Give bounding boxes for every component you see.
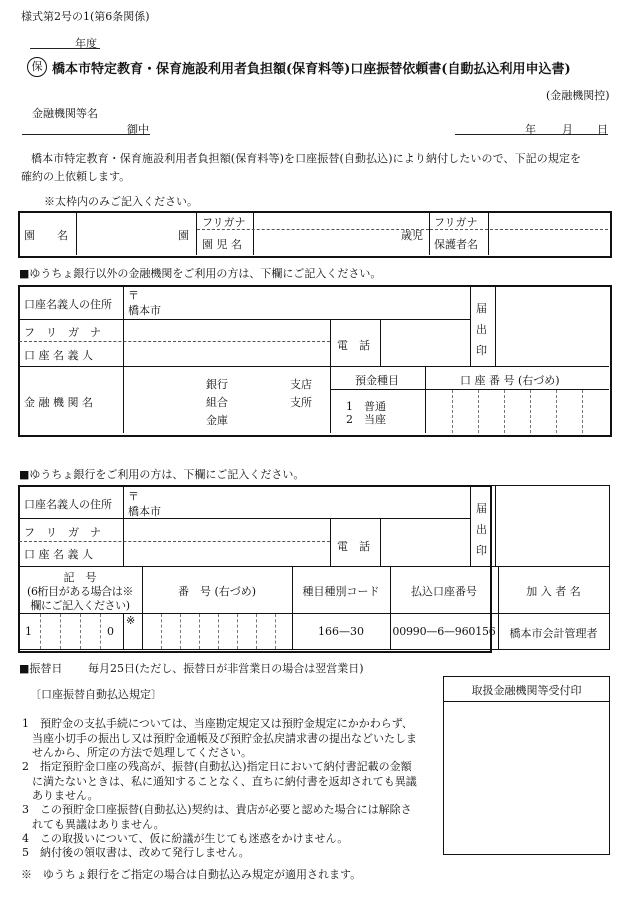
rule-line: せんから、所定の方法で処理してください。 (32, 746, 252, 759)
section-other-heading: ■ゆうちょ銀行以外の金融機関をご利用の方は、下欄にご記入ください。 (19, 267, 382, 280)
page-title: 橋本市特定教育・保育施設利用者負担額(保育料等)口座振替依頼書(自動払込利用申込書) (52, 62, 571, 77)
other-seal-area[interactable] (498, 288, 606, 364)
account-number-label: 口 座 番 号 (右づめ) (460, 374, 560, 387)
yucho-seal-area[interactable] (498, 488, 606, 564)
transfer-day-text: 毎月25日(ただし、振替日が非営業日の場合は翌営業日) (88, 662, 364, 675)
symbol-last-digit: 0 (107, 625, 114, 638)
rules-footer: ※ ゆうちょ銀行をご指定の場合は自動払込み規定が適用されます。 (21, 868, 362, 881)
branch-type-office: 支所 (290, 396, 312, 409)
other-furigana-label: フ リ ガ ナ (24, 326, 101, 339)
other-phone-label: 電 話 (337, 339, 370, 352)
date-month: 月 (562, 123, 573, 136)
rule-line: 5 納付後の領収書は、改めて発行しません。 (22, 846, 250, 859)
other-city: 橋本市 (128, 304, 161, 317)
yucho-address-label: 口座名義人の住所 (24, 498, 112, 511)
yucho-holder-input[interactable] (125, 520, 328, 564)
bank-branch-input[interactable] (125, 368, 328, 431)
yucho-phone-input[interactable] (382, 520, 468, 564)
yucho-seal-label: 届出印 (476, 502, 487, 557)
other-seal-label: 届出印 (476, 302, 487, 357)
number-label: 番 号 (右づめ) (177, 585, 257, 598)
symbol-label: 記 号 (63, 571, 97, 584)
symbol-note-2: 欄にご記入ください) (30, 599, 130, 612)
fill-note: ※太枠内のみご記入ください。 (44, 195, 198, 208)
rule-line: 当座小切手の振出し又は預貯金通帳及び預貯金払戻請求書の提出などいたしま (32, 732, 417, 745)
rule-line: 3 この預貯金口座振替(自動払込)契約は、貴店が必要と認めた場合には解除さ (22, 803, 412, 816)
onchu-label: 御中 (127, 123, 149, 136)
bank-type-bank: 銀行 (206, 378, 228, 391)
yucho-postal-mark: 〒 (128, 490, 139, 503)
other-address-input[interactable] (150, 288, 466, 317)
school-name-label: 園 名 (24, 229, 68, 242)
branch-type-branch: 支店 (290, 378, 312, 391)
bank-name-label: 金融機関等名 (32, 107, 98, 120)
guardian-furigana-label: フリガナ (434, 216, 478, 229)
child-furigana-label: フリガナ (202, 216, 246, 229)
deposit-type-label: 預金種目 (355, 374, 399, 387)
date-year: 年 (525, 123, 536, 136)
rule-line: に満たないときは、私に通知することなく、直ちに納付書を返却されても異議 (32, 775, 417, 788)
bank-type-union: 組合 (206, 396, 228, 409)
yucho-phone-label: 電 話 (337, 540, 370, 553)
seal-circle: 保 (27, 57, 47, 77)
rule-line: 2 指定預貯金口座の残高が、振替(自動払込)指定日において納付書記載の金額 (22, 760, 412, 773)
section-yucho-heading: ■ゆうちょ銀行をご利用の方は、下欄にご記入ください。 (19, 468, 305, 481)
rule-line: 4 この取扱いについて、仮に紛議が生じても迷惑をかけません。 (22, 832, 349, 845)
child-name-label: 園 児 名 (202, 238, 242, 251)
sixth-digit-asterisk: ※ (126, 614, 136, 627)
age-label: 歳児 (401, 229, 423, 242)
transfer-account-value: 00990—6—960156 (392, 625, 496, 638)
other-address-label: 口座名義人の住所 (24, 298, 112, 311)
yucho-city: 橋本市 (128, 505, 161, 518)
rules-title: 〔口座振替自動払込規定〕 (30, 688, 162, 701)
guardian-name-label: 保護者名 (434, 238, 478, 251)
rule-line: 1 預貯金の支払手続については、当座勘定規定又は預貯金規定にかかわらず、 (22, 717, 413, 730)
deposit-type-ordinary[interactable]: 1 普通 (346, 400, 386, 413)
intro-line-1: 橋本市特定教育・保育施設利用者負担額(保育料等)を口座振替(自動払込)により納付したいので、下記の規定を (31, 152, 582, 165)
symbol-input[interactable] (42, 615, 98, 647)
other-holder-label: 口 座 名 義 人 (24, 349, 93, 362)
yucho-holder-label: 口 座 名 義 人 (24, 548, 93, 561)
yucho-address-input[interactable] (150, 488, 466, 516)
number-input[interactable] (144, 615, 290, 647)
account-number-input[interactable] (427, 391, 607, 431)
other-phone-input[interactable] (382, 321, 468, 364)
date-day: 日 (597, 123, 608, 136)
reception-stamp-area[interactable] (446, 704, 606, 851)
type-code-value: 166—30 (318, 625, 364, 638)
symbol-note-1: (6桁目がある場合は※ (27, 585, 133, 598)
rule-line: れても異議はありません。 (32, 818, 165, 831)
transfer-account-label: 払込口座番号 (411, 585, 477, 598)
other-postal-mark: 〒 (128, 289, 139, 302)
member-name-label: 加 入 者 名 (526, 585, 581, 598)
bank-type-vault: 金庫 (206, 414, 228, 427)
bank-name-field-label: 金 融 機 関 名 (24, 396, 93, 409)
transfer-day-label: ■振替日 (19, 662, 63, 675)
fiscal-year-label: 年度 (75, 37, 97, 50)
school-name-input[interactable] (78, 213, 194, 253)
school-suffix: 園 (178, 229, 189, 242)
guardian-name-input[interactable] (490, 213, 606, 253)
form-number: 様式第2号の1(第6条関係) (21, 10, 150, 23)
member-name-value: 橋本市会計管理者 (509, 627, 598, 640)
deposit-type-current[interactable]: 2 当座 (346, 413, 386, 426)
other-holder-input[interactable] (125, 321, 328, 364)
reception-title: 取扱金融機関等受付印 (471, 684, 582, 697)
yucho-furigana-label: フ リ ガ ナ (24, 526, 101, 539)
symbol-first-digit: 1 (25, 625, 32, 638)
copy-label: (金融機関控) (546, 89, 610, 102)
type-code-label: 種目種別コード (302, 585, 380, 598)
intro-line-2: 確約の上依頼します。 (21, 170, 131, 183)
rule-line: ありません。 (32, 789, 99, 802)
